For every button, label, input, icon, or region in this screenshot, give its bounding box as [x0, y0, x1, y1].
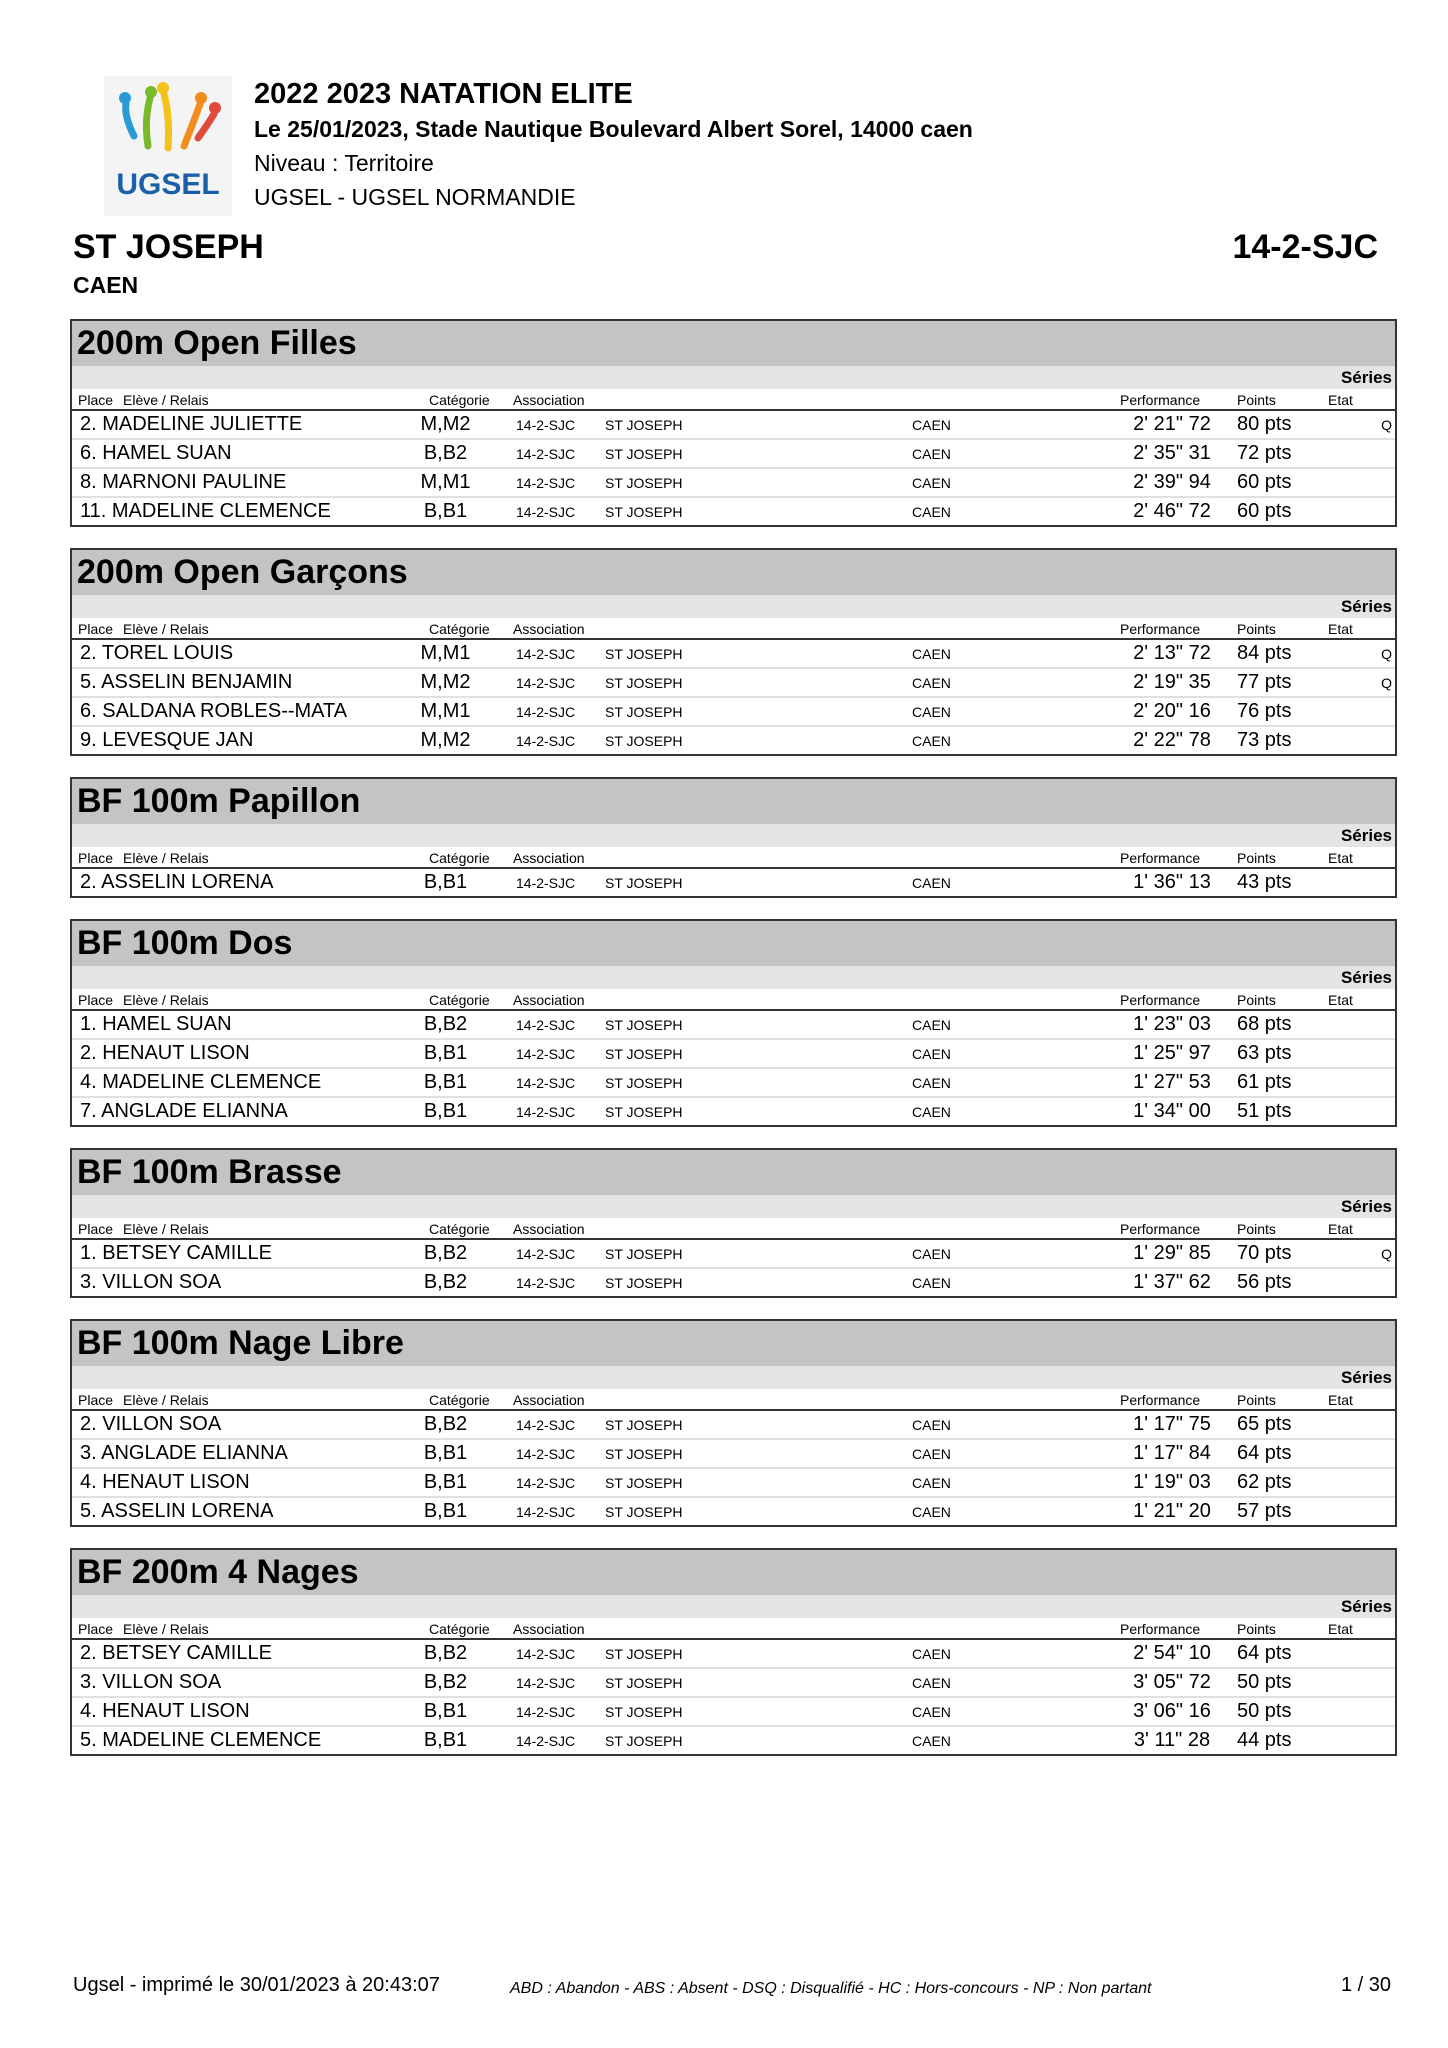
performance-cell: 1' 25" 97 — [1133, 1042, 1211, 1064]
points-cell: 63 pts — [1237, 1042, 1292, 1064]
result-row — [72, 1011, 1395, 1040]
col-points: Points — [1237, 1221, 1276, 1237]
city-cell: CAEN — [912, 675, 951, 691]
col-performance: Performance — [1120, 850, 1201, 866]
event-table — [70, 777, 1397, 898]
athlete-name: 5. MADELINE CLEMENCE — [80, 1729, 322, 1751]
athlete-name: 5. ASSELIN LORENA — [80, 1500, 274, 1522]
club-code-cell: 14-2-SJC — [516, 675, 576, 691]
result-row — [72, 469, 1395, 498]
col-points: Points — [1237, 992, 1276, 1008]
performance-cell: 2' 20" 16 — [1133, 700, 1211, 722]
col-place: Place — [78, 1392, 114, 1408]
result-row — [72, 1669, 1395, 1698]
points-cell: 50 pts — [1237, 1671, 1292, 1693]
col-points: Points — [1237, 1621, 1276, 1637]
points-cell: 44 pts — [1237, 1729, 1292, 1751]
col-performance: Performance — [1120, 392, 1201, 408]
points-cell: 72 pts — [1237, 442, 1292, 464]
col-categorie: Catégorie — [429, 992, 490, 1008]
club-code-cell: 14-2-SJC — [516, 1417, 576, 1433]
col-categorie: Catégorie — [429, 392, 490, 408]
col-etat: Etat — [1328, 392, 1353, 408]
association-cell: ST JOSEPH — [605, 1075, 683, 1091]
athlete-category: B,B2 — [423, 442, 468, 464]
athlete-name: 2. VILLON SOA — [80, 1413, 222, 1435]
athlete-category: B,B1 — [423, 1471, 468, 1493]
athlete-name: 9. LEVESQUE JAN — [80, 729, 254, 751]
athlete-name: 3. VILLON SOA — [80, 1271, 222, 1293]
city-cell: CAEN — [912, 1275, 951, 1291]
athlete-name: 3. VILLON SOA — [80, 1671, 222, 1693]
series-label: Séries — [72, 824, 1395, 847]
city-cell: CAEN — [912, 1733, 951, 1749]
city-cell: CAEN — [912, 1446, 951, 1462]
association-cell: ST JOSEPH — [605, 1675, 683, 1691]
athlete-category: B,B1 — [423, 1729, 468, 1751]
performance-cell: 1' 36" 13 — [1133, 871, 1211, 893]
col-etat: Etat — [1328, 1392, 1353, 1408]
athlete-category: B,B2 — [423, 1271, 468, 1293]
col-categorie: Catégorie — [429, 1621, 490, 1637]
club-code-cell: 14-2-SJC — [516, 733, 576, 749]
result-rows — [72, 640, 1395, 754]
column-header-row — [72, 989, 1395, 1011]
logo-text: UGSEL — [116, 168, 220, 201]
col-place: Place — [78, 392, 114, 408]
city-cell: CAEN — [912, 733, 951, 749]
points-cell: 70 pts — [1237, 1242, 1292, 1264]
association-cell: ST JOSEPH — [605, 1646, 683, 1662]
col-eleve: Elève / Relais — [123, 392, 209, 408]
col-points: Points — [1237, 392, 1276, 408]
event-title: BF 100m Nage Libre — [72, 1321, 1395, 1366]
col-place: Place — [78, 1221, 114, 1237]
competition-level: Niveau : Territoire — [254, 150, 434, 176]
col-categorie: Catégorie — [429, 621, 490, 637]
col-performance: Performance — [1120, 1621, 1201, 1637]
city-cell: CAEN — [912, 646, 951, 662]
col-association: Association — [513, 1221, 585, 1237]
col-etat: Etat — [1328, 621, 1353, 637]
col-categorie: Catégorie — [429, 1221, 490, 1237]
club-city: CAEN — [73, 272, 139, 298]
athlete-name: 4. HENAUT LISON — [80, 1700, 250, 1722]
athlete-name: 6. HAMEL SUAN — [80, 442, 232, 464]
city-cell: CAEN — [912, 1017, 951, 1033]
performance-cell: 1' 21" 20 — [1133, 1500, 1211, 1522]
association-cell: ST JOSEPH — [605, 875, 683, 891]
association-cell: ST JOSEPH — [605, 1104, 683, 1120]
city-cell: CAEN — [912, 1046, 951, 1062]
result-rows — [72, 1011, 1395, 1125]
performance-cell: 2' 35" 31 — [1133, 442, 1211, 464]
association-cell: ST JOSEPH — [605, 646, 683, 662]
competition-subtitle: Le 25/01/2023, Stade Nautique Boulevard Albert Sorel, 14000 caen — [254, 116, 973, 142]
series-label: Séries — [72, 366, 1395, 389]
athlete-category: B,B2 — [423, 1242, 468, 1264]
city-cell: CAEN — [912, 1704, 951, 1720]
event-title: 200m Open Garçons — [72, 550, 1395, 595]
association-cell: ST JOSEPH — [605, 1046, 683, 1062]
competition-title: 2022 2023 NATATION ELITE — [254, 78, 633, 110]
result-rows — [72, 869, 1395, 896]
result-row — [72, 411, 1395, 440]
athlete-name: 8. MARNONI PAULINE — [80, 471, 287, 493]
club-code-cell: 14-2-SJC — [516, 1246, 576, 1262]
col-place: Place — [78, 850, 114, 866]
col-etat: Etat — [1328, 992, 1353, 1008]
performance-cell: 1' 17" 84 — [1133, 1442, 1211, 1464]
col-association: Association — [513, 1621, 585, 1637]
performance-cell: 2' 46" 72 — [1133, 500, 1211, 522]
club-code-cell: 14-2-SJC — [516, 1046, 576, 1062]
athlete-category: M,M2 — [420, 729, 471, 751]
city-cell: CAEN — [912, 1075, 951, 1091]
col-eleve: Elève / Relais — [123, 621, 209, 637]
points-cell: 56 pts — [1237, 1271, 1292, 1293]
performance-cell: 2' 21" 72 — [1133, 413, 1211, 435]
performance-cell: 2' 13" 72 — [1133, 642, 1211, 664]
athlete-name: 7. ANGLADE ELIANNA — [80, 1100, 288, 1122]
status-cell: Q — [1381, 675, 1392, 691]
print-info: Ugsel - imprimé le 30/01/2023 à 20:43:07 — [73, 1974, 440, 1996]
city-cell: CAEN — [912, 1675, 951, 1691]
performance-cell: 2' 19" 35 — [1133, 671, 1211, 693]
result-row — [72, 1269, 1395, 1296]
result-rows — [72, 1240, 1395, 1296]
result-rows — [72, 1411, 1395, 1525]
col-eleve: Elève / Relais — [123, 850, 209, 866]
city-cell: CAEN — [912, 1475, 951, 1491]
club-code-cell: 14-2-SJC — [516, 1446, 576, 1462]
col-etat: Etat — [1328, 1621, 1353, 1637]
athlete-category: B,B1 — [423, 871, 468, 893]
col-place: Place — [78, 992, 114, 1008]
ugsel-logo — [104, 76, 232, 216]
club-code-cell: 14-2-SJC — [516, 1475, 576, 1491]
points-cell: 43 pts — [1237, 871, 1292, 893]
col-eleve: Elève / Relais — [123, 1621, 209, 1637]
col-performance: Performance — [1120, 1221, 1201, 1237]
city-cell: CAEN — [912, 1417, 951, 1433]
result-row — [72, 1040, 1395, 1069]
performance-cell: 2' 22" 78 — [1133, 729, 1211, 751]
event-title: 200m Open Filles — [72, 321, 1395, 366]
status-legend: ABD : Abandon - ABS : Absent - DSQ : Disqualifié - HC : Hors-concours - NP : Non partant — [510, 1980, 1152, 1997]
club-code-cell: 14-2-SJC — [516, 1104, 576, 1120]
athlete-category: M,M2 — [420, 413, 471, 435]
event-table — [70, 1548, 1397, 1756]
points-cell: 73 pts — [1237, 729, 1292, 751]
column-header-row — [72, 389, 1395, 411]
city-cell: CAEN — [912, 1246, 951, 1262]
club-code-cell: 14-2-SJC — [516, 1733, 576, 1749]
association-cell: ST JOSEPH — [605, 1475, 683, 1491]
points-cell: 64 pts — [1237, 1442, 1292, 1464]
club-code-cell: 14-2-SJC — [516, 1075, 576, 1091]
result-row — [72, 1240, 1395, 1269]
athlete-name: 11. MADELINE CLEMENCE — [80, 500, 331, 522]
city-cell: CAEN — [912, 1504, 951, 1520]
points-cell: 64 pts — [1237, 1642, 1292, 1664]
athlete-category: M,M1 — [420, 471, 471, 493]
athlete-name: 2. TOREL LOUIS — [80, 642, 234, 664]
performance-cell: 1' 23" 03 — [1133, 1013, 1211, 1035]
city-cell: CAEN — [912, 1104, 951, 1120]
athlete-category: B,B2 — [423, 1413, 468, 1435]
club-code-cell: 14-2-SJC — [516, 1275, 576, 1291]
points-cell: 84 pts — [1237, 642, 1292, 664]
performance-cell: 1' 37" 62 — [1133, 1271, 1211, 1293]
result-row — [72, 498, 1395, 525]
athlete-name: 4. MADELINE CLEMENCE — [80, 1071, 322, 1093]
result-row — [72, 1498, 1395, 1525]
col-eleve: Elève / Relais — [123, 992, 209, 1008]
series-label: Séries — [72, 595, 1395, 618]
association-cell: ST JOSEPH — [605, 1417, 683, 1433]
result-row — [72, 1098, 1395, 1125]
athlete-category: B,B1 — [423, 1071, 468, 1093]
club-code-cell: 14-2-SJC — [516, 1646, 576, 1662]
performance-cell: 1' 17" 75 — [1133, 1413, 1211, 1435]
event-table — [70, 1148, 1397, 1298]
club-code-cell: 14-2-SJC — [516, 875, 576, 891]
col-eleve: Elève / Relais — [123, 1221, 209, 1237]
club-name: ST JOSEPH — [73, 228, 264, 266]
col-association: Association — [513, 992, 585, 1008]
club-code-cell: 14-2-SJC — [516, 1504, 576, 1520]
result-rows — [72, 411, 1395, 525]
points-cell: 80 pts — [1237, 413, 1292, 435]
event-title: BF 100m Dos — [72, 921, 1395, 966]
event-table — [70, 319, 1397, 527]
result-row — [72, 869, 1395, 896]
association-cell: ST JOSEPH — [605, 1504, 683, 1520]
status-cell: Q — [1381, 1246, 1392, 1262]
athlete-category: B,B1 — [423, 1442, 468, 1464]
col-association: Association — [513, 621, 585, 637]
series-label: Séries — [72, 1595, 1395, 1618]
club-code-cell: 14-2-SJC — [516, 475, 576, 491]
club-code-cell: 14-2-SJC — [516, 704, 576, 720]
performance-cell: 3' 06" 16 — [1133, 1700, 1211, 1722]
athlete-name: 2. MADELINE JULIETTE — [80, 413, 303, 435]
athlete-name: 5. ASSELIN BENJAMIN — [80, 671, 293, 693]
col-performance: Performance — [1120, 1392, 1201, 1408]
points-cell: 76 pts — [1237, 700, 1292, 722]
club-code-cell: 14-2-SJC — [516, 1017, 576, 1033]
association-cell: ST JOSEPH — [605, 475, 683, 491]
points-cell: 60 pts — [1237, 471, 1292, 493]
event-table — [70, 919, 1397, 1127]
club-code-cell: 14-2-SJC — [516, 1704, 576, 1720]
col-association: Association — [513, 1392, 585, 1408]
performance-cell: 1' 19" 03 — [1133, 1471, 1211, 1493]
col-categorie: Catégorie — [429, 1392, 490, 1408]
event-title: BF 100m Papillon — [72, 779, 1395, 824]
col-performance: Performance — [1120, 992, 1201, 1008]
club-code-cell: 14-2-SJC — [516, 646, 576, 662]
col-points: Points — [1237, 621, 1276, 637]
result-row — [72, 640, 1395, 669]
performance-cell: 2' 54" 10 — [1133, 1642, 1211, 1664]
city-cell: CAEN — [912, 504, 951, 520]
association-cell: ST JOSEPH — [605, 504, 683, 520]
page-number: 1 / 30 — [1340, 1974, 1391, 1996]
event-table — [70, 1319, 1397, 1527]
athlete-name: 6. SALDANA ROBLES--MATA — [80, 700, 348, 722]
athlete-category: B,B1 — [423, 1700, 468, 1722]
athlete-category: M,M1 — [420, 700, 471, 722]
points-cell: 68 pts — [1237, 1013, 1292, 1035]
result-row — [72, 440, 1395, 469]
col-categorie: Catégorie — [429, 850, 490, 866]
athlete-name: 2. ASSELIN LORENA — [80, 871, 274, 893]
points-cell: 62 pts — [1237, 1471, 1292, 1493]
association-cell: ST JOSEPH — [605, 704, 683, 720]
association-cell: ST JOSEPH — [605, 733, 683, 749]
points-cell: 65 pts — [1237, 1413, 1292, 1435]
points-cell: 57 pts — [1237, 1500, 1292, 1522]
points-cell: 51 pts — [1237, 1100, 1292, 1122]
performance-cell: 1' 34" 00 — [1133, 1100, 1211, 1122]
result-row — [72, 1440, 1395, 1469]
city-cell: CAEN — [912, 1646, 951, 1662]
club-code-cell: 14-2-SJC — [516, 1675, 576, 1691]
performance-cell: 3' 05" 72 — [1133, 1671, 1211, 1693]
points-cell: 77 pts — [1237, 671, 1292, 693]
column-header-row — [72, 847, 1395, 869]
result-row — [72, 727, 1395, 754]
col-points: Points — [1237, 850, 1276, 866]
city-cell: CAEN — [912, 875, 951, 891]
athlete-category: B,B1 — [423, 1100, 468, 1122]
result-row — [72, 669, 1395, 698]
athlete-category: B,B2 — [423, 1642, 468, 1664]
association-cell: ST JOSEPH — [605, 1704, 683, 1720]
result-rows — [72, 1640, 1395, 1754]
result-row — [72, 1640, 1395, 1669]
event-list — [70, 319, 1397, 1777]
athlete-name: 2. BETSEY CAMILLE — [80, 1642, 272, 1664]
city-cell: CAEN — [912, 417, 951, 433]
city-cell: CAEN — [912, 475, 951, 491]
association-cell: ST JOSEPH — [605, 1246, 683, 1262]
performance-cell: 3' 11" 28 — [1133, 1729, 1211, 1751]
series-label: Séries — [72, 966, 1395, 989]
athlete-name: 4. HENAUT LISON — [80, 1471, 250, 1493]
association-cell: ST JOSEPH — [605, 417, 683, 433]
performance-cell: 1' 29" 85 — [1133, 1242, 1211, 1264]
col-association: Association — [513, 850, 585, 866]
athlete-name: 1. HAMEL SUAN — [80, 1013, 232, 1035]
athlete-category: B,B1 — [423, 1042, 468, 1064]
association-cell: ST JOSEPH — [605, 1017, 683, 1033]
column-header-row — [72, 1218, 1395, 1240]
result-row — [72, 1069, 1395, 1098]
status-cell: Q — [1381, 417, 1392, 433]
athlete-category: M,M1 — [420, 642, 471, 664]
athlete-name: 2. HENAUT LISON — [80, 1042, 250, 1064]
event-table — [70, 548, 1397, 756]
athlete-name: 1. BETSEY CAMILLE — [80, 1242, 272, 1264]
association-cell: ST JOSEPH — [605, 1446, 683, 1462]
column-header-row — [72, 1618, 1395, 1640]
association-cell: ST JOSEPH — [605, 675, 683, 691]
col-etat: Etat — [1328, 1221, 1353, 1237]
column-header-row — [72, 1389, 1395, 1411]
col-etat: Etat — [1328, 850, 1353, 866]
association-cell: ST JOSEPH — [605, 1275, 683, 1291]
points-cell: 61 pts — [1237, 1071, 1292, 1093]
series-label: Séries — [72, 1195, 1395, 1218]
col-association: Association — [513, 392, 585, 408]
status-cell: Q — [1381, 646, 1392, 662]
athlete-category: B,B2 — [423, 1013, 468, 1035]
competition-federation: UGSEL - UGSEL NORMANDIE — [254, 184, 576, 210]
city-cell: CAEN — [912, 704, 951, 720]
city-cell: CAEN — [912, 446, 951, 462]
col-place: Place — [78, 1621, 114, 1637]
event-title: BF 100m Brasse — [72, 1150, 1395, 1195]
result-row — [72, 1727, 1395, 1754]
association-cell: ST JOSEPH — [605, 446, 683, 462]
column-header-row — [72, 618, 1395, 640]
series-label: Séries — [72, 1366, 1395, 1389]
result-row — [72, 1698, 1395, 1727]
col-eleve: Elève / Relais — [123, 1392, 209, 1408]
association-cell: ST JOSEPH — [605, 1733, 683, 1749]
club-code-cell: 14-2-SJC — [516, 446, 576, 462]
athlete-category: B,B1 — [423, 500, 468, 522]
result-row — [72, 1469, 1395, 1498]
points-cell: 60 pts — [1237, 500, 1292, 522]
athlete-category: B,B1 — [423, 1500, 468, 1522]
result-row — [72, 1411, 1395, 1440]
club-code-cell: 14-2-SJC — [516, 417, 576, 433]
club-code-cell: 14-2-SJC — [516, 504, 576, 520]
performance-cell: 2' 39" 94 — [1133, 471, 1211, 493]
col-performance: Performance — [1120, 621, 1201, 637]
athlete-category: B,B2 — [423, 1671, 468, 1693]
col-points: Points — [1237, 1392, 1276, 1408]
event-title: BF 200m 4 Nages — [72, 1550, 1395, 1595]
athlete-category: M,M2 — [420, 671, 471, 693]
col-place: Place — [78, 621, 114, 637]
performance-cell: 1' 27" 53 — [1133, 1071, 1211, 1093]
club-code: 14-2-SJC — [1232, 228, 1378, 266]
points-cell: 50 pts — [1237, 1700, 1292, 1722]
athlete-name: 3. ANGLADE ELIANNA — [80, 1442, 288, 1464]
result-row — [72, 698, 1395, 727]
